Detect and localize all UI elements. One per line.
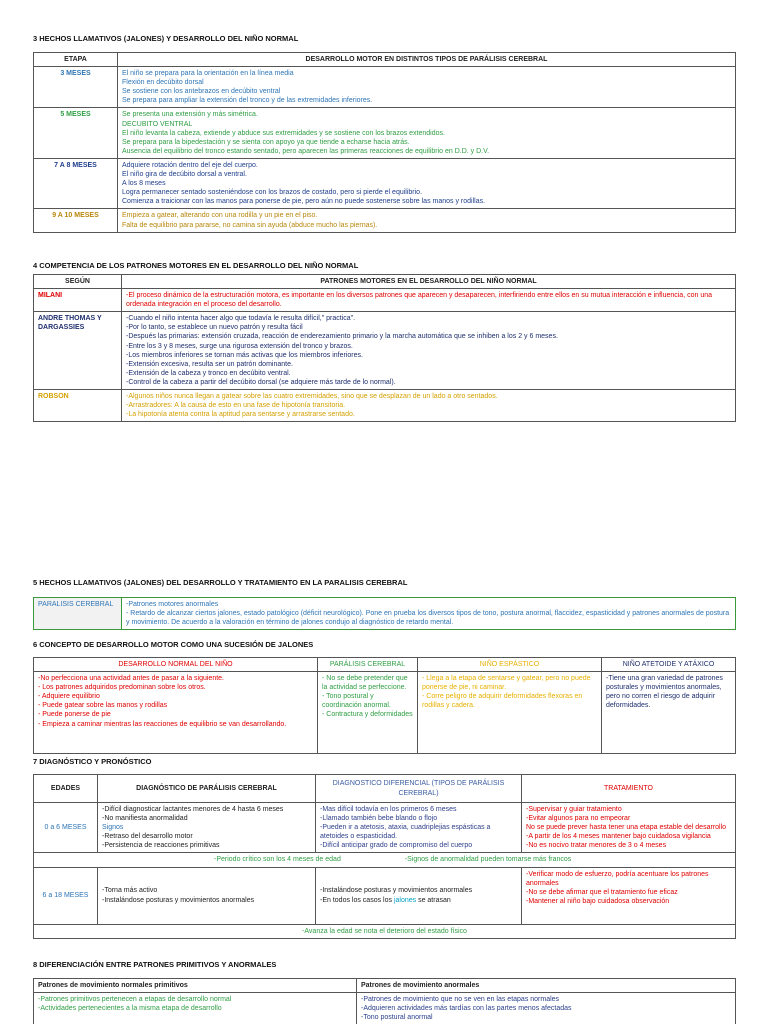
s3-header-desarrollo: DESARROLLO MOTOR EN DISTINTOS TIPOS DE PARÁLISIS CEREBRAL (118, 53, 736, 67)
author-label: ROBSON (34, 390, 122, 422)
note-row: -Avanza la edad se nota el deterioro del estado físico (34, 924, 736, 938)
pc-label: PARALISIS CEREBRAL (34, 598, 122, 630)
text-line: - Tono postural y coordinación anormal. (322, 693, 391, 710)
section-6-table (33, 657, 736, 754)
text-line: - Retardo de alcanzar ciertos jalones, estado patológico (déficit neurológico). Pone en prueba los diversos tipos de tono, postura anormal, flaccidez, espasticidad y patrones anormales de postura y movimiento. De acuerdo a la valoración en término de jalones condujo al diagnóstico de retardo mental. (126, 610, 730, 627)
text-line: -Patrones primitivos pertenecen a etapas de desarrollo normal (38, 996, 232, 1004)
text-line: -Extensión de la cabeza y tronco en decúbito ventral. (126, 369, 291, 377)
text-line: DECUBITO VENTRAL (122, 120, 193, 128)
s6-normal-cell (34, 672, 318, 754)
text-line: -No es nocivo tratar menores de 3 o 4 meses (526, 842, 667, 850)
text-line: -Retraso del desarrollo motor (102, 833, 193, 841)
text-line: -Evitar algunos para no empeorar (526, 815, 631, 823)
stage-label: 7 A 8 MESES (34, 158, 118, 208)
text-line: -Tono postural anormal (361, 1014, 433, 1022)
text-line: El niño levanta la cabeza, extiende y abduce sus extremidades y se sostiene con los brazos extendidos. (122, 129, 445, 137)
text-line: -No manifiesta anormalidad (102, 815, 188, 823)
age-label: 6 a 18 MESES (34, 867, 98, 924)
section-8-title: 8 DIFERENCIACIÓN ENTRE PATRONES PRIMITIVOS Y ANORMALES (33, 960, 277, 969)
text-line: -Llamado también bebe blando o flojo (320, 815, 438, 823)
author-label: ANDRE THOMAS Y DARGASSIES (34, 312, 122, 390)
stage-description (118, 67, 736, 108)
text-line: Falta de equilibrio para pararse, no camina sin ayuda (abduce mucho las piernas). (122, 221, 378, 229)
table-row (34, 672, 736, 754)
text-line: -Patrones motores anormales (126, 601, 219, 608)
text-line: Se presenta una extensión y más simétrica. (122, 111, 258, 119)
text-fragment: se atrasan (416, 896, 451, 904)
text-line: -Extensión excesiva, resulta ser un patrón dominante. (126, 360, 293, 368)
table-row (34, 312, 736, 390)
section-5-title: 5 HECHOS LLAMATIVOS (JALONES) DEL DESARROLLO Y TRATAMIENTO EN LA PARALISIS CEREBRAL (33, 578, 408, 587)
section-8-table (33, 978, 736, 1024)
table-row (34, 289, 736, 312)
diagnosis-cell (98, 867, 316, 924)
text-line: -A partir de los 4 meses mantener bajo cuidadosa vigilancia (526, 833, 711, 841)
text-line: -No perfecciona una actividad antes de pasar a la siguiente. (38, 675, 225, 683)
s8-normales-cell (34, 993, 357, 1024)
stage-label: 3 MESES (34, 67, 118, 108)
differential-cell (316, 867, 522, 924)
text-line: -Instalándose posturas y movimientos anormales (320, 887, 473, 895)
text-line: - Empieza a caminar mientras las reacciones de equilibrio se van desarrollando. (38, 720, 287, 728)
text-line: - Corre peligro de adquirir deformidades flexoras en rodillas y cadera. (422, 693, 583, 710)
stage-description (118, 108, 736, 158)
section-3-table (33, 52, 736, 233)
s6-header-pc: PARÁLISIS CEREBRAL (318, 658, 418, 672)
author-label: MILANI (34, 289, 122, 312)
text-line: -La hipotonía atenta contra la aptitud para sentarse y arrastrarse sentado. (126, 411, 355, 419)
s7-header-diagnostico: DIAGNÓSTICO DE PARÁLISIS CEREBRAL (98, 775, 316, 803)
s6-pc-cell (318, 672, 418, 754)
s4-header-patrones: PATRONES MOTORES EN EL DESARROLLO DEL NIÑO NORMAL (122, 275, 736, 289)
text-line: -Difícil anticipar grado de compromiso del cuerpo (320, 842, 473, 850)
author-description (122, 390, 736, 422)
text-line: -Cuando el niño intenta hacer algo que todavía le resulta difícil," practica". (126, 315, 356, 323)
section-4-title: 4 COMPETENCIA DE LOS PATRONES MOTORES EN EL DESARROLLO DEL NIÑO NORMAL (33, 261, 359, 270)
text-line: -Por lo tanto, se establece un nuevo patrón y resulta fácil (126, 324, 303, 332)
text-line: -Patrones de movimiento que no se ven en las etapas normales (361, 996, 560, 1004)
text-line: -El proceso dinámico de la estructuración motora, es importante en los diversos patrones que aparecen y desaparecen, interfiriendo entre ellos en su mutua interacción e influencia, con una ordenada integración en el proceso del desarrollo. (126, 292, 713, 309)
text-line: -Algunos niños nunca llegan a gatear sobre las cuatro extremidades, sino que se desplazan de un lado a otro sentados. (126, 393, 498, 401)
note-row (34, 853, 736, 867)
author-description (122, 289, 736, 312)
text-line: - Contractura y deformidades (322, 711, 413, 719)
text-line: -Adquieren actividades más tardías con las partes menos afectadas (361, 1005, 572, 1013)
text-line: - Llega a la etapa de sentarse y gatear, pero no puede ponerse de pie, ni caminar. (422, 675, 591, 692)
note-signs: -Signos de anormalidad pueden tomarse más francos (404, 856, 572, 864)
s8-anormales-cell (357, 993, 736, 1024)
text-line: -Control de la cabeza a partir del decúbito dorsal (se adquiere más tarde de lo normal). (126, 378, 396, 386)
s6-atetoide-cell (602, 672, 736, 754)
text-line: -Mantener al niño bajo cuidadosa observación (526, 897, 670, 905)
section-7-table (33, 774, 736, 939)
text-line: -Después las primarias: extensión cruzada, reacción de enderezamiento primario y la marcha automática que se inhiben a los 2 y 6 meses. (126, 333, 558, 341)
text-fragment: -En todos los casos los (320, 896, 394, 904)
section-7-title: 7 DIAGNÓSTICO Y PRONÓSTICO (33, 757, 152, 766)
table-row (34, 598, 736, 630)
text-line: -Verificar modo de esfuerzo, podría acentuare los patrones anormales (526, 870, 709, 887)
text-line: -Difícil diagnosticar lactantes menores de 4 hasta 6 meses (102, 806, 284, 813)
stage-label: 5 MESES (34, 108, 118, 158)
note-critical: -Periodo crítico son los 4 meses de edad (214, 856, 341, 864)
text-line: A los 8 meses (122, 180, 166, 188)
text-line: Comienza a traicionar con las manos para ponerse de pie, pero aún no puede sostenerse sobre las manos y rodillas. (122, 198, 486, 206)
s8-header-normales: Patrones de movimiento normales primitivos (34, 979, 357, 993)
age-label: 0 a 6 MESES (34, 803, 98, 853)
s7-header-tratamiento: TRATAMIENTO (522, 775, 736, 803)
section-4-table (33, 274, 736, 422)
text-line: -Supervisar y guiar tratamiento (526, 806, 622, 813)
s6-header-normal: DESARROLLO NORMAL DEL NIÑO (34, 658, 318, 672)
s7-header-diferencial: DIAGNOSTICO DIFERENCIAL (TIPOS DE PARÁLISIS CEREBRAL) (316, 775, 522, 803)
text-line: -Pueden ir a atetosis, ataxia, cuadriplejias espásticas a atetoides o espasticidad. (320, 824, 491, 841)
text-line: Empieza a gatear, alterando con una rodilla y un pie en el piso. (122, 212, 318, 220)
s6-header-atetoide: NIÑO ATETOIDE Y ATÁXICO (602, 658, 736, 672)
text-line: -Entre los 3 y 8 meses, surge una rigurosa extensión del tronco y brazos. (126, 342, 353, 350)
differential-cell (316, 803, 522, 853)
table-row (34, 209, 736, 232)
s8-header-anormales: Patrones de movimiento anormales (357, 979, 736, 993)
text-line: Se prepara para la bipedestación y se sienta con apoyo ya que tiende a echarse hacia atrás. (122, 138, 410, 146)
text-line: -No se debe afirmar que el tratamiento fue eficaz (526, 888, 678, 896)
signs-label: Signos (102, 824, 124, 832)
text-line: -Mas difícil todavía en los primeros 6 meses (320, 806, 457, 813)
stage-label: 9 A 10 MESES (34, 209, 118, 232)
treatment-cell (522, 867, 736, 924)
s3-header-etapa: ETAPA (34, 53, 118, 67)
text-line: Logra permanecer sentado sosteniéndose con los brazos de costado, pero si pierde el equilibrio. (122, 189, 423, 197)
s6-header-espastico: NIÑO ESPÁSTICO (418, 658, 602, 672)
text-line: El niño se prepara para la orientación en la línea media (122, 70, 294, 78)
text-line: -Persistencia de reacciones primitivas (102, 842, 220, 850)
pc-description (122, 598, 736, 630)
table-row (34, 803, 736, 853)
s6-espastico-cell (418, 672, 602, 754)
text-line: El niño gira de decúbito dorsal a ventral. (122, 171, 247, 179)
section-5-table (33, 597, 736, 630)
stage-description (118, 209, 736, 232)
table-row (34, 993, 736, 1024)
table-row (34, 924, 736, 938)
author-description (122, 312, 736, 390)
jalones-word: jalones (393, 896, 417, 904)
text-line: -Actividades pertenecientes a la misma etapa de desarrollo (38, 1005, 222, 1013)
diagnosis-cell (98, 803, 316, 853)
text-line: Ausencia del equilibrio del tronco estando sentado, pero aparecen las primeras reacciones de equilibrio en D.D. y D.V. (122, 147, 490, 155)
text-line: - No se debe pretender que la actividad se perfeccione. (322, 675, 408, 692)
section-3-title: 3 HECHOS LLAMATIVOS (JALONES) Y DESARROLLO DEL NIÑO NORMAL (33, 34, 299, 43)
text-line: - Puede gatear sobre las manos y rodillas (38, 702, 168, 710)
text-line: Se sostiene con los antebrazos en decúbito ventral (122, 88, 281, 96)
text-line: - Puede ponerse de pie (38, 711, 111, 719)
table-row (34, 108, 736, 158)
text-line: -Tiene una gran variedad de patrones posturales y movimientos anormales, pero no corren el riesgo de adquirir deformidades. (606, 675, 723, 710)
table-row (34, 853, 736, 867)
treatment-cell (522, 803, 736, 853)
text-line: - Los patrones adquiridos predominan sobre los otros. (38, 684, 206, 692)
text-line: Se prepara para ampliar la extensión del tronco y de las extremidades inferiores. (122, 97, 373, 105)
text-line: -Arrastradores: A la causa de esto en una fase de hipotonía transitoria. (126, 402, 346, 410)
text-line (320, 896, 517, 905)
text-line: No se puede prever hasta tener una etapa estable del desarrollo (526, 824, 727, 832)
text-line: -Instalándose posturas y movimientos anormales (102, 896, 255, 904)
table-row (34, 67, 736, 108)
section-6-title: 6 CONCEPTO DE DESARROLLO MOTOR COMO UNA SUCESIÓN DE JALONES (33, 640, 314, 649)
text-line: -Torna más activo (102, 887, 158, 895)
s7-header-edades: EDADES (34, 775, 98, 803)
text-line: Flexión en decúbito dorsal (122, 79, 204, 87)
table-row (34, 158, 736, 208)
text-line: -Los miembros inferiores se tornan más activas que los miembros inferiores. (126, 351, 363, 359)
text-line: - Adquiere equilibrio (38, 693, 100, 701)
table-row (34, 867, 736, 924)
stage-description (118, 158, 736, 208)
text-line: Adquiere rotación dentro del eje del cuerpo. (122, 161, 258, 169)
table-row (34, 390, 736, 422)
s4-header-segun: SEGÚN (34, 275, 122, 289)
